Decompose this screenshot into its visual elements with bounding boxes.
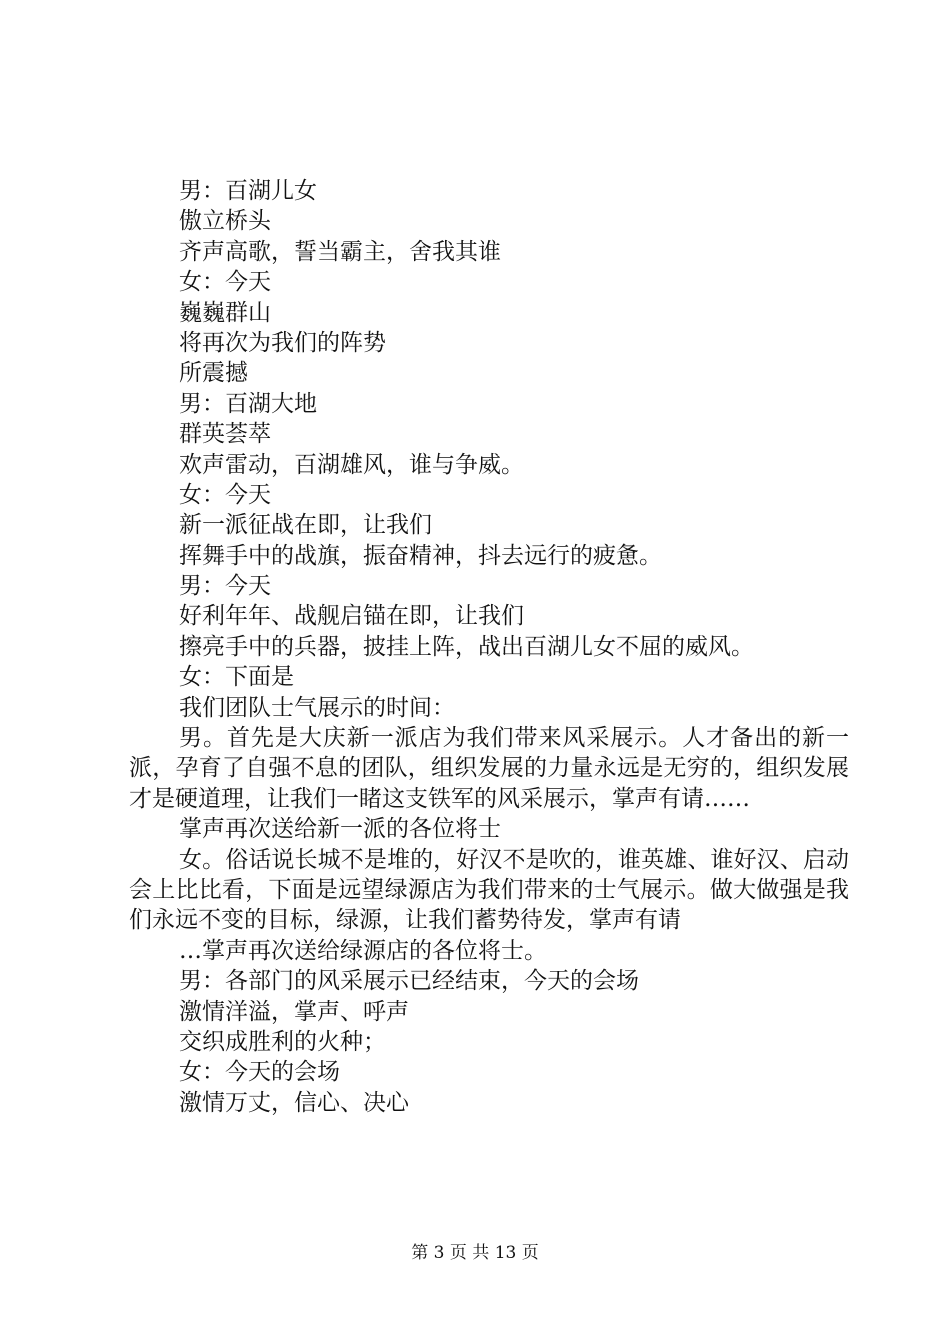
text-line: 激情万丈，信心、决心 xyxy=(179,1089,409,1116)
paragraph-xinyipai: 男。首先是大庆新一派店为我们带来风采展示。人才备出的新一派，孕育了自强不息的团队，组织发展的力量永远是无穷的，组织发展才是硬道理，让我们一睹这支铁军的风采展示，掌声有请…… xyxy=(129,725,849,812)
text-line: 我们团队士气展示的时间： xyxy=(179,694,455,721)
document-body xyxy=(129,176,849,1118)
text-line: 好利年年、战舰启锚在即，让我们 xyxy=(179,603,524,630)
text-line: 所震撼 xyxy=(179,360,248,387)
text-line: 男：各部门的风采展示已经结束，今天的会场 xyxy=(179,968,639,995)
text-line: 擦亮手中的兵器，披挂上阵，战出百湖儿女不屈的威风。 xyxy=(179,633,754,660)
text-line: 挥舞手中的战旗，振奋精神，抖去远行的疲惫。 xyxy=(179,542,662,569)
text-line: 傲立桥头 xyxy=(179,208,271,235)
text-line: 女：下面是 xyxy=(179,664,294,691)
text-line: 男：百湖儿女 xyxy=(179,178,317,204)
text-line: 男：今天 xyxy=(179,573,271,600)
text-line: 巍巍群山 xyxy=(179,299,271,326)
text-line: 掌声再次送给新一派的各位将士 xyxy=(179,816,501,843)
paragraph-lvyuan: 女。俗话说长城不是堆的，好汉不是吹的，谁英雄、谁好汉、启动会上比比看，下面是远望绿源店为我们带来的士气展示。做大做强是我们永远不变的目标，绿源，让我们蓄势待发，掌声有请 xyxy=(129,846,849,934)
text-line: 交织成胜利的火种； xyxy=(179,1029,386,1056)
text-line: 群英荟萃 xyxy=(179,421,271,448)
text-line: 女：今天 xyxy=(179,481,271,508)
text-line: 激情洋溢，掌声、呼声 xyxy=(179,998,409,1025)
text-line: 男：百湖大地 xyxy=(179,390,317,417)
text-line: 女：今天的会场 xyxy=(179,1059,340,1086)
text-line: 齐声高歌，誓当霸主，舍我其谁 xyxy=(179,238,501,265)
text-line: 新一派征战在即，让我们 xyxy=(179,512,432,539)
text-line: 女：今天 xyxy=(179,269,271,296)
page-footer: 第 3 页 共 13 页 xyxy=(411,1243,539,1263)
text-line: 将再次为我们的阵势 xyxy=(179,329,386,356)
text-line: …掌声再次送给绿源店的各位将士。 xyxy=(179,937,547,964)
text-line: 欢声雷动，百湖雄风，谁与争威。 xyxy=(179,451,524,478)
